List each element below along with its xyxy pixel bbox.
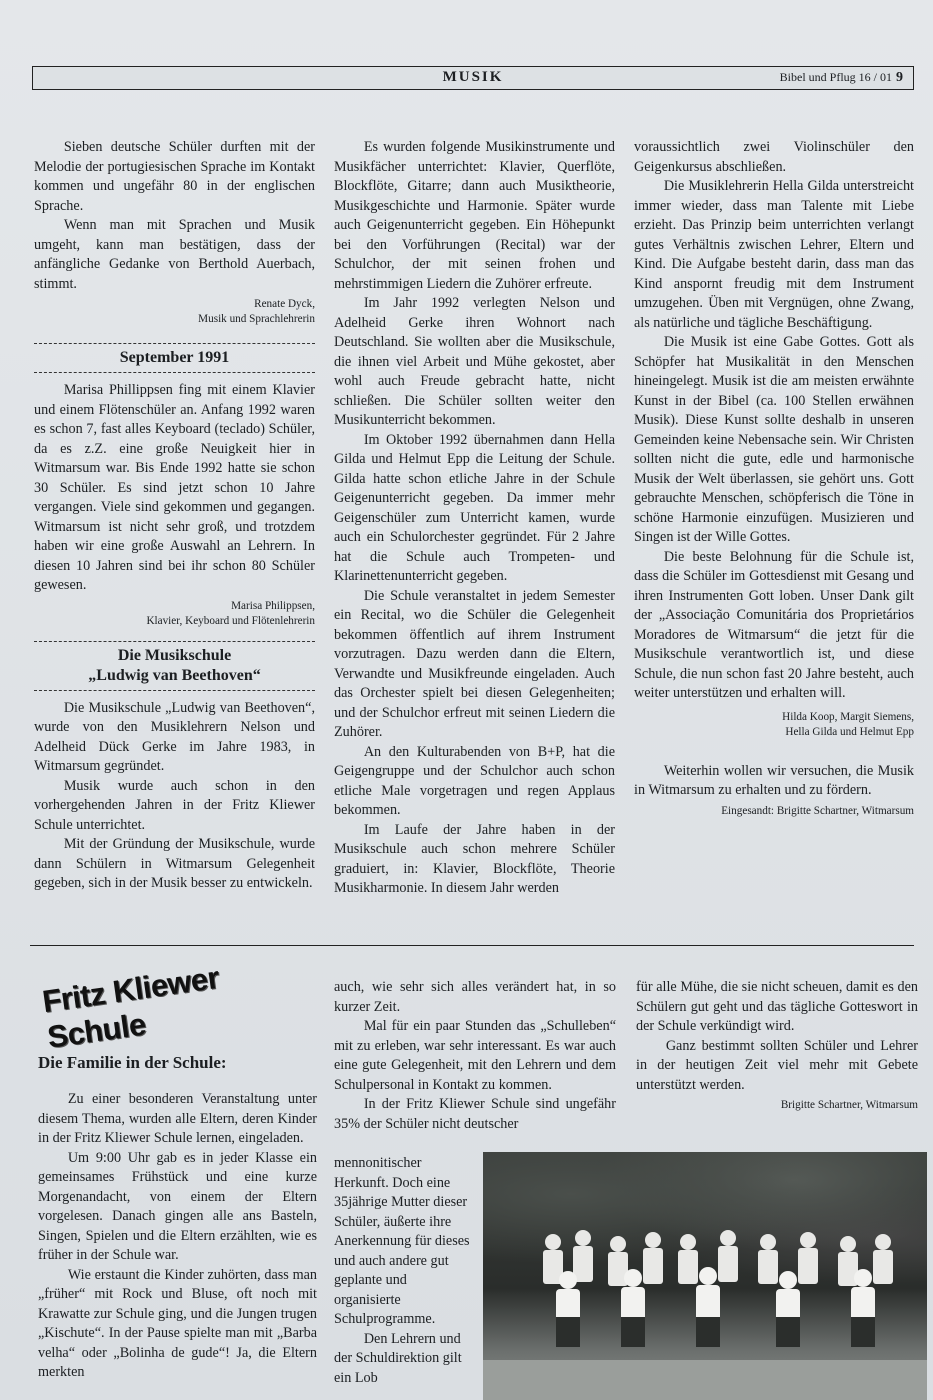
paragraph: Wenn man mit Sprachen und Musik umgeht, kann man bestätigen, dass der anfängliche Gedanke von Berthold Auerbach, stimmt.	[34, 217, 315, 292]
paragraph: In der Fritz Kliewer Schule sind ungefähr 35% der Schüler nicht deutscher	[334, 1096, 616, 1132]
paragraph: mennonitischer Herkunft. Doch eine 35jährige Mutter dieser Schüler, äußerte ihre Anerkennung für dieses und auch andere gut geplante und organisierte Schulprogramme.	[334, 1155, 470, 1327]
heading-line: Die Musikschule	[117, 646, 232, 664]
paragraph: Die Schule veranstaltet in jedem Semester ein Recital, wo die Schüler die Gelegenheit bekommen öffentlich auf ihrem Instrument vorzutragen. Dazu werden dann die Eltern, Verwandte und Musikfreunde eingeladen. Auch das Orchester spielt bei diesen Gelegenheiten; und der Schulchor erfreut mit seinen Liedern die Zuhörer.	[334, 587, 615, 740]
paragraph: Zu einer besonderen Veranstaltung unter diesem Thema, wurden alle Eltern, deren Kinder in der Fritz Kliewer Schule lernen, eingeladen.	[38, 1091, 317, 1146]
paragraph: Weiterhin wollen wir versuchen, die Musik in Witmarsum zu erhalten und zu fördern.	[634, 762, 914, 798]
lower-column-3	[636, 978, 918, 1113]
paragraph: Die Musikschule „Ludwig van Beethoven“, wurde von den Musiklehrern Nelson und Adelheid Dück Gerke im Jahre 1983, in Witmarsum gegründet.	[34, 699, 315, 774]
signature-name: Hella Gilda und Helmut Epp	[785, 725, 914, 738]
signature-role: Musik und Sprachlehrerin	[198, 313, 315, 325]
signature-role: Klavier, Keyboard und Flötenlehrerin	[146, 614, 315, 627]
page-header	[32, 66, 914, 90]
paragraph: Marisa Phillippsen fing mit einem Klavier und einem Flötenschüler an. Anfang 1992 waren es schon 7, fast alles Keyboard (teclado) Schüler, da es z.Z. eine große Neuigkeit hier in Witmarsum war. Bis Ende 1992 hatte sie schon 30 Schüler. Es sind jetzt schon 10 Jahre vergangen. Viele sind gekommen und gegangen. Witmarsum ist nicht sehr groß, und trotzdem haben wir eine große Auswahl an Lehrern. In diesen 10 Jahren sind bei ihr schon 80 Schüler gewesen.	[34, 382, 315, 593]
paragraph: Die beste Belohnung für die Schule ist, dass die Schüler im Gottesdienst mit Gesang und ihren Instrumenten Gott loben. Unser Dank gilt der „Associação Comunitária dos Proprietários Moradores de Witmarsum“ die jetzt für die Musikschule verantwortlich ist, und diese Schule, die nun schon fast 20 Jahre besteht, auch weiter unterstützen und erhalten will.	[634, 548, 914, 701]
heading-line: „Ludwig van Beethoven“	[88, 666, 261, 684]
section-heading: September 1991	[34, 343, 315, 373]
paragraph: Im Jahr 1992 verlegten Nelson und Adelheid Gerke ihren Wohnort nach Deutschland. Sie wollten aber die Musikschule, die ihnen viel Arbeit und Mühe gekostet, aber wohl auch Freude gebracht hatte, nicht schließen. Die Schüler sollten weiter den Musikunterricht bekommen.	[334, 295, 615, 428]
section-heading	[34, 641, 315, 691]
paragraph: Musik wurde auch schon in den vorhergehenden Jahren in der Fritz Kliewer Schule unterrichtet.	[34, 777, 315, 833]
paragraph: Wie erstaunt die Kinder zuhörten, dass man „früher“ mit Rock und Bluse, oft noch mit Krawatte zur Schule ging, und die Jungen trugen „Kischute“. In der Pause spielte man mit „Barba velha“ oder „Bolinha de gude“! Ja, die Eltern merkten	[38, 1266, 317, 1380]
paragraph: An den Kulturabenden von B+P, hat die Geigengruppe und der Schulchor auch schon etliche Male vorgetragen und regen Applaus bekommen.	[334, 743, 615, 818]
signature-name: Renate Dyck,	[254, 298, 315, 310]
paragraph: Es wurden folgende Musikinstrumente und Musikfächer unterrichtet: Klavier, Querflöte, Blockflöte, Gitarre; dann auch Musiktheorie, Musikgeschichte und Harmonie. Später wurde auch Geigenunterricht gegeben. Ein Höhepunkt bei den Vorführungen (Recital) war der Schulchor, der mit seinen frohen und mehrstimmigen Liedern die Zuhörer erfreute.	[334, 139, 615, 292]
column-3	[634, 138, 914, 819]
paragraph: voraussichtlich zwei Violinschüler den Geigenkursus abschließen.	[634, 139, 914, 175]
paragraph: Den Lehrern und der Schuldirektion gilt ein Lob	[334, 1330, 462, 1386]
article-divider	[30, 945, 914, 946]
column-2	[334, 138, 615, 899]
paragraph: Mit der Gründung der Musikschule, wurde dann Schülern in Witmarsum Gelegenheit gegeben, sich in der Musik besser zu entwickeln.	[34, 836, 315, 891]
issue-label: Bibel und Pflug 16 / 01	[779, 70, 892, 84]
signature	[634, 710, 914, 740]
lower-column-2-narrow	[334, 1154, 473, 1388]
page-number: 9	[896, 70, 903, 85]
signature	[34, 297, 315, 327]
paragraph: Sieben deutsche Schüler durften mit der Melodie der portugiesischen Sprache im Kontakt kommen und ungefähr 80 in der englischen Sprache.	[34, 139, 315, 214]
section-title: MUSIK	[442, 69, 504, 85]
signature: Eingesandt: Brigitte Schartner, Witmarsum	[721, 804, 914, 817]
paragraph: für alle Mühe, die sie nicht scheuen, damit es den Schülern gut geht und das tägliche Gotteswort in der Schule verkündigt wird.	[636, 979, 918, 1034]
paragraph: Ganz bestimmt sollten Schüler und Lehrer in der heutigen Zeit viel mehr mit Gebete unterstützt werden.	[636, 1037, 918, 1093]
photo-ground	[483, 1360, 927, 1400]
group-photo	[483, 1152, 927, 1400]
lower-column-2	[334, 978, 616, 1134]
signature-name: Hilda Koop, Margit Siemens,	[782, 710, 914, 723]
signature: Brigitte Schartner, Witmarsum	[780, 1099, 918, 1111]
paragraph: Die Musiklehrerin Hella Gilda unterstreicht immer wieder, dass man Talente mit Liebe erzieht. Das Prinzip beim unterrichten verlangt gutes Verhältnis zwischen Lehrer, Eltern und Kind. Die Aufgabe besteht darin, dass man das Kind anspornt freudig mit dem Instrument umzugehen. Üben mit Vergnügen, ohne Zwang, als natürliche und tägliche Beschäftigung.	[634, 178, 914, 331]
article-title-logo: Fritz Kliewer Schule	[40, 959, 222, 1055]
signature-name: Marisa Philippsen,	[231, 599, 315, 612]
lower-column-1	[38, 1090, 317, 1383]
column-1	[34, 138, 315, 894]
paragraph: auch, wie sehr sich alles verändert hat, in so kurzer Zeit.	[334, 979, 616, 1015]
paragraph: Um 9:00 Uhr gab es in jeder Klasse ein gemeinsames Frühstück und eine kurze Morgenandacht, von einem der Eltern vorgelesen. Danach gingen alle ans Basteln, Singen, Spielen und die Eltern erzählten, wie es früher in der Schule war.	[38, 1149, 317, 1263]
issue-info	[780, 70, 903, 86]
paragraph: Im Laufe der Jahre haben in der Musikschule auch schon mehrere Schüler graduiert, in: Klavier, Blockflöte, Theorie Musikharmonie. In diesem Jahr werden	[334, 821, 615, 896]
paragraph: Im Oktober 1992 übernahmen dann Hella Gilda und Helmut Epp die Leitung der Schule. Gilda hatte schon etliche Jahre in der Schule Geigenunterricht gegeben. Da immer mehr Geigenschüler zum Unterricht kamen, wurde auch ein Schulorchester gegründet. Für 2 Jahre hat die Schule auch Trompeten- und Klarinettenunterricht gegeben.	[334, 431, 615, 584]
article-subheading: Die Familie in der Schule:	[38, 1053, 227, 1072]
paragraph: Die Musik ist eine Gabe Gottes. Gott als Schöpfer hat Musikalität in den Menschen hineingelegt. Musik ist die am meisten erwähnte Kunst in der Bibel (ca. 100 Stellen erwähnen Musik). Diese Kunst sollte deshalb in unseren Gemeinden keine Nebensache sein. Wir Christen sollten nicht die gute, edle und harmonische Musik der Welt überlassen, sie gehört uns. Gott gebrauchte Menschen, schöpferisch die Töne in schöne Harmonie einzufügen. Musizieren und Singen ist der Wille Gottes.	[634, 334, 914, 545]
signature	[34, 599, 315, 629]
paragraph: Mal für ein paar Stunden das „Schulleben“ mit zu erleben, war sehr interessant. Es war auch eine gute Gelegenheit, mit den Lehrern und dem Schulpersonal in Kontakt zu kommen.	[334, 1018, 616, 1093]
